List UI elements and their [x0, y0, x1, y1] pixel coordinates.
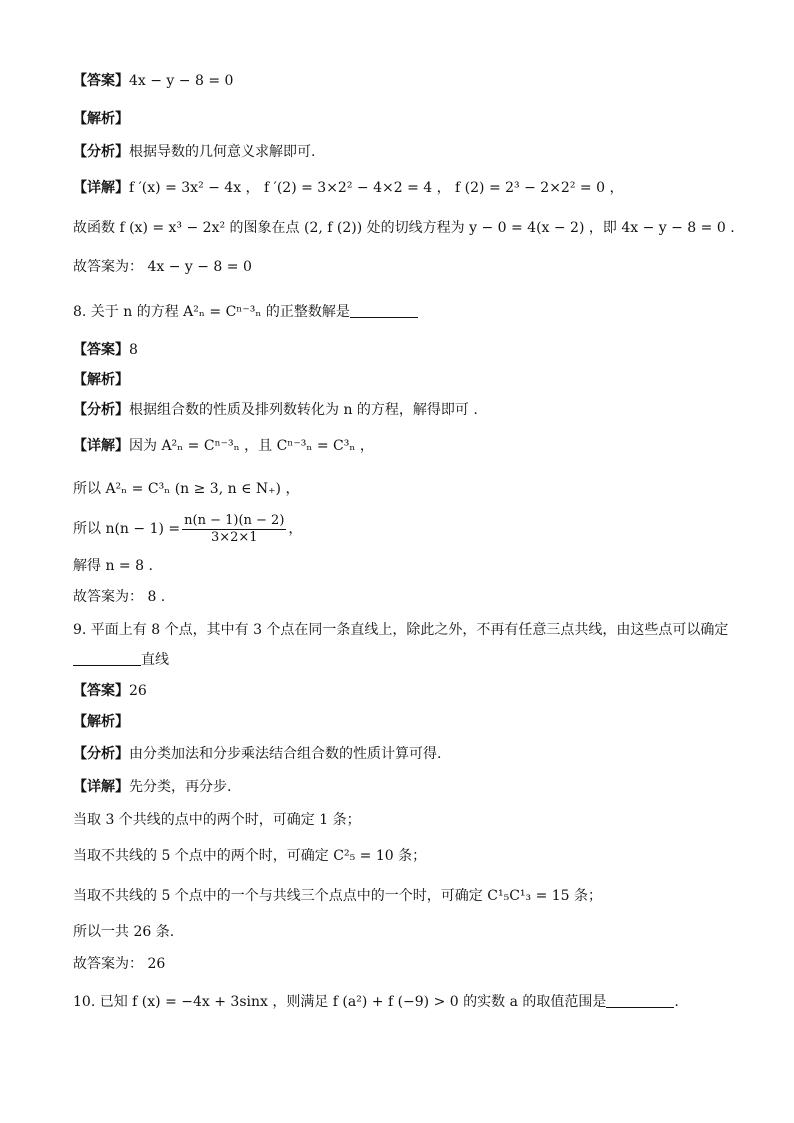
tangent-text: 故函数 f (x) = x³ − 2x² 的图象在点 (2, f (2)) 处的切线方程为 y − 0 = 4(x − 2) ，即 4x − y − 8 = 0 . [73, 220, 735, 236]
answer-blank [350, 303, 418, 318]
final-answer-text: 故答案为： 26 [73, 956, 166, 972]
xiangjie-tag: 【详解】 [73, 438, 129, 454]
sum-text: 所以一共 26 条. [73, 924, 175, 940]
analysis-header-8 [73, 370, 129, 390]
question-8 [73, 302, 418, 322]
fenxi-text: 根据导数的几何意义求解即可. [129, 144, 316, 160]
step-line-3 [73, 556, 153, 576]
analysis-header-7 [73, 109, 129, 129]
question-9-text: 9. 平面上有 8 个点，其中有 3 个点在同一条直线上，除此之外，不再有任意三点共线，由这些点可以确定 [73, 622, 729, 638]
case-line-2 [73, 846, 426, 866]
final-answer-text: 故答案为： 8 . [73, 589, 166, 605]
case-text: 当取不共线的 5 个点中的两个时，可确定 C²₅ = 10 条； [73, 848, 427, 864]
question-9 [73, 620, 728, 640]
analysis-tag: 【解析】 [73, 372, 129, 388]
fenxi-tag: 【分析】 [73, 402, 129, 418]
fenxi-line-7 [73, 142, 315, 162]
answer-line-8 [73, 340, 138, 360]
sum-line [73, 922, 174, 942]
answer-tag: 【答案】 [73, 342, 129, 358]
step-text: 所以 n(n − 1) = [73, 521, 181, 537]
fenxi-tag: 【分析】 [73, 746, 129, 762]
fenxi-tag: 【分析】 [73, 144, 129, 160]
case-text: 当取不共线的 5 个点中的一个与共线三个点点中的一个时，可确定 C¹₅C¹₃ = 15 条； [73, 888, 603, 904]
xiangjie-line-9 [73, 777, 231, 797]
fenxi-line-8 [73, 400, 478, 420]
question-9-tail: 直线 [141, 652, 169, 668]
case-text: 当取 3 个共线的点中的两个时，可确定 1 条； [73, 812, 361, 828]
final-answer-9 [73, 954, 165, 974]
step-text: 所以 A²ₙ = C³ₙ (n ≥ 3, n ∈ N₊) ， [73, 481, 300, 497]
fenxi-text: 根据组合数的性质及排列数转化为 n 的方程，解得即可 . [129, 402, 478, 418]
answer-text: 26 [129, 683, 147, 699]
answer-tag: 【答案】 [73, 683, 129, 699]
final-answer-text: 故答案为： 4x − y − 8 = 0 [73, 259, 252, 275]
xiangjie-tag: 【详解】 [73, 180, 129, 196]
tangent-line-text [73, 218, 735, 238]
fraction-denominator: 3×2×1 [210, 529, 258, 545]
question-10-period: . [674, 994, 679, 1010]
question-10-text: 10. 已知 f (x) = −4x + 3sinx ，则满足 f (a²) + f (−9) > 0 的实数 a 的取值范围是 [73, 994, 607, 1010]
step-line-1 [73, 479, 299, 499]
answer-blank [73, 651, 141, 666]
fenxi-line-9 [73, 744, 441, 764]
step-text: 解得 n = 8 . [73, 558, 153, 574]
case-line-3 [73, 886, 602, 906]
analysis-header-9 [73, 712, 129, 732]
step-line-2 [73, 512, 302, 546]
xiangjie-text: f ′(x) = 3x² − 4x ， f ′(2) = 3×2² − 4×2 = 4 ， f (2) = 2³ − 2×2² = 0 ， [129, 180, 624, 196]
answer-line-7 [73, 71, 233, 91]
final-answer-7 [73, 257, 252, 277]
answer-line-9 [73, 681, 147, 701]
answer-blank [606, 993, 674, 1008]
fraction-after: ， [288, 521, 303, 537]
fraction [182, 513, 286, 546]
xiangjie-text: 先分类，再分步. [129, 779, 232, 795]
analysis-tag: 【解析】 [73, 111, 129, 127]
answer-text: 4x − y − 8 = 0 [129, 73, 234, 89]
analysis-tag: 【解析】 [73, 714, 129, 730]
xiangjie-line-8 [73, 436, 374, 456]
xiangjie-text: 因为 A²ₙ = Cⁿ⁻³ₙ ，且 Cⁿ⁻³ₙ = C³ₙ ， [129, 438, 374, 454]
question-8-text: 8. 关于 n 的方程 A²ₙ = Cⁿ⁻³ₙ 的正整数解是 [73, 304, 350, 320]
question-10 [73, 992, 679, 1012]
xiangjie-tag: 【详解】 [73, 779, 129, 795]
xiangjie-line-7 [73, 178, 623, 198]
final-answer-8 [73, 587, 165, 607]
answer-tag: 【答案】 [73, 73, 129, 89]
fenxi-text: 由分类加法和分步乘法结合组合数的性质计算可得. [129, 746, 442, 762]
case-line-1 [73, 810, 361, 830]
answer-text: 8 [129, 342, 138, 358]
question-9-cont [73, 650, 169, 670]
fraction-numerator: n(n − 1)(n − 2) [184, 512, 285, 528]
